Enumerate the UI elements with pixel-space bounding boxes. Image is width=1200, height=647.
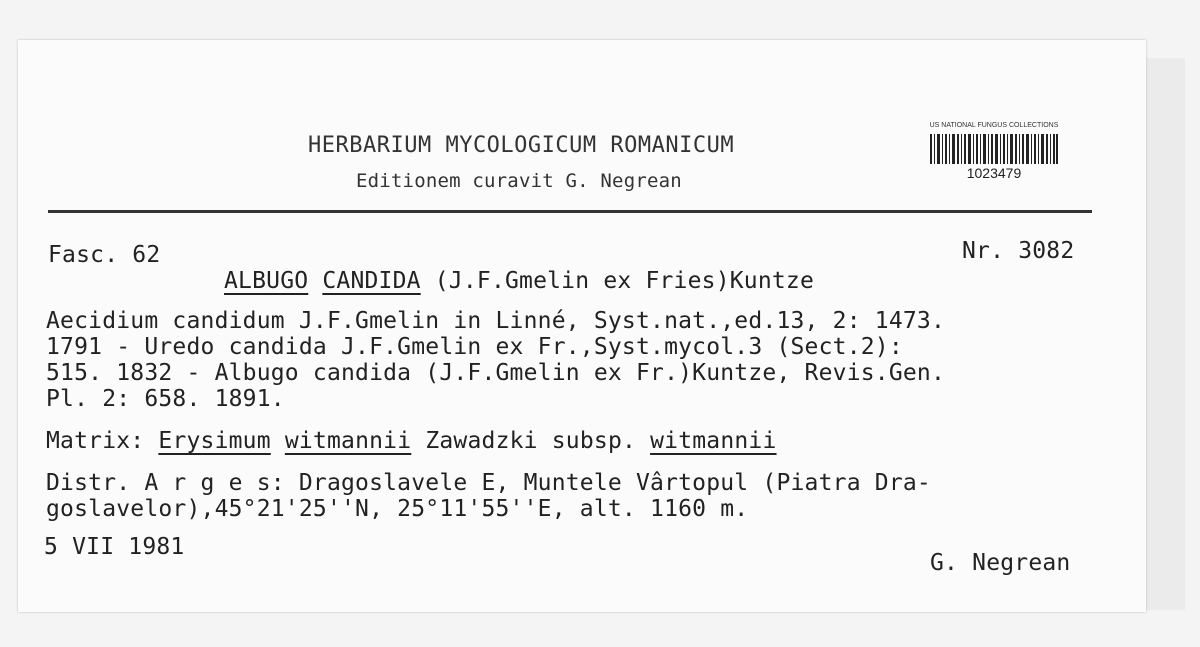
host-subspecies: witmannii [650, 428, 777, 454]
header-divider [48, 210, 1092, 213]
species-genus: ALBUGO [224, 268, 309, 294]
collection-date: 5 VII 1981 [44, 534, 185, 560]
species-author: (J.F.Gmelin ex Fries)Kuntze [420, 268, 815, 294]
host-matrix [46, 428, 777, 454]
barcode-sticker [924, 122, 1064, 184]
herbarium-label [18, 40, 1146, 612]
label-title: HERBARIUM MYCOLOGICUM ROMANICUM [308, 133, 735, 158]
species-epithet: CANDIDA [322, 268, 421, 294]
label-subtitle: Editionem curavit G. Negrean [356, 170, 682, 192]
host-author: Zawadzki subsp. [411, 428, 651, 454]
barcode-caption: US NATIONAL FUNGUS COLLECTIONS [929, 122, 1059, 129]
distribution-line: Distr. A r g e s: Dragoslavele E, Muntele Vârtopul (Piatra Dra- [46, 470, 931, 496]
barcode-image [930, 134, 1058, 164]
exsiccata-number: Nr. 3082 [962, 238, 1075, 264]
fascicle-number: Fasc. 62 [48, 242, 161, 268]
synonymy-line: 1791 - Uredo candida J.F.Gmelin ex Fr.,Syst.mycol.3 (Sect.2): [46, 334, 903, 360]
collector-name: G. Negrean [930, 550, 1071, 576]
synonymy-line: Pl. 2: 658. 1891. [46, 386, 285, 412]
distribution-line: goslavelor),45°21'25''N, 25°11'55''E, alt. 1160 m. [46, 496, 749, 522]
synonymy-line: Aecidium candidum J.F.Gmelin in Linné, Syst.nat.,ed.13, 2: 1473. [46, 308, 946, 334]
host-epithet: witmannii [284, 428, 412, 454]
matrix-prefix: Matrix: [46, 428, 159, 454]
barcode-number: 1023479 [966, 165, 1022, 181]
species-name [224, 268, 814, 294]
host-genus: Erysimum [158, 428, 271, 454]
synonymy-line: 515. 1832 - Albugo candida (J.F.Gmelin ex Fr.)Kuntze, Revis.Gen. [46, 360, 946, 386]
